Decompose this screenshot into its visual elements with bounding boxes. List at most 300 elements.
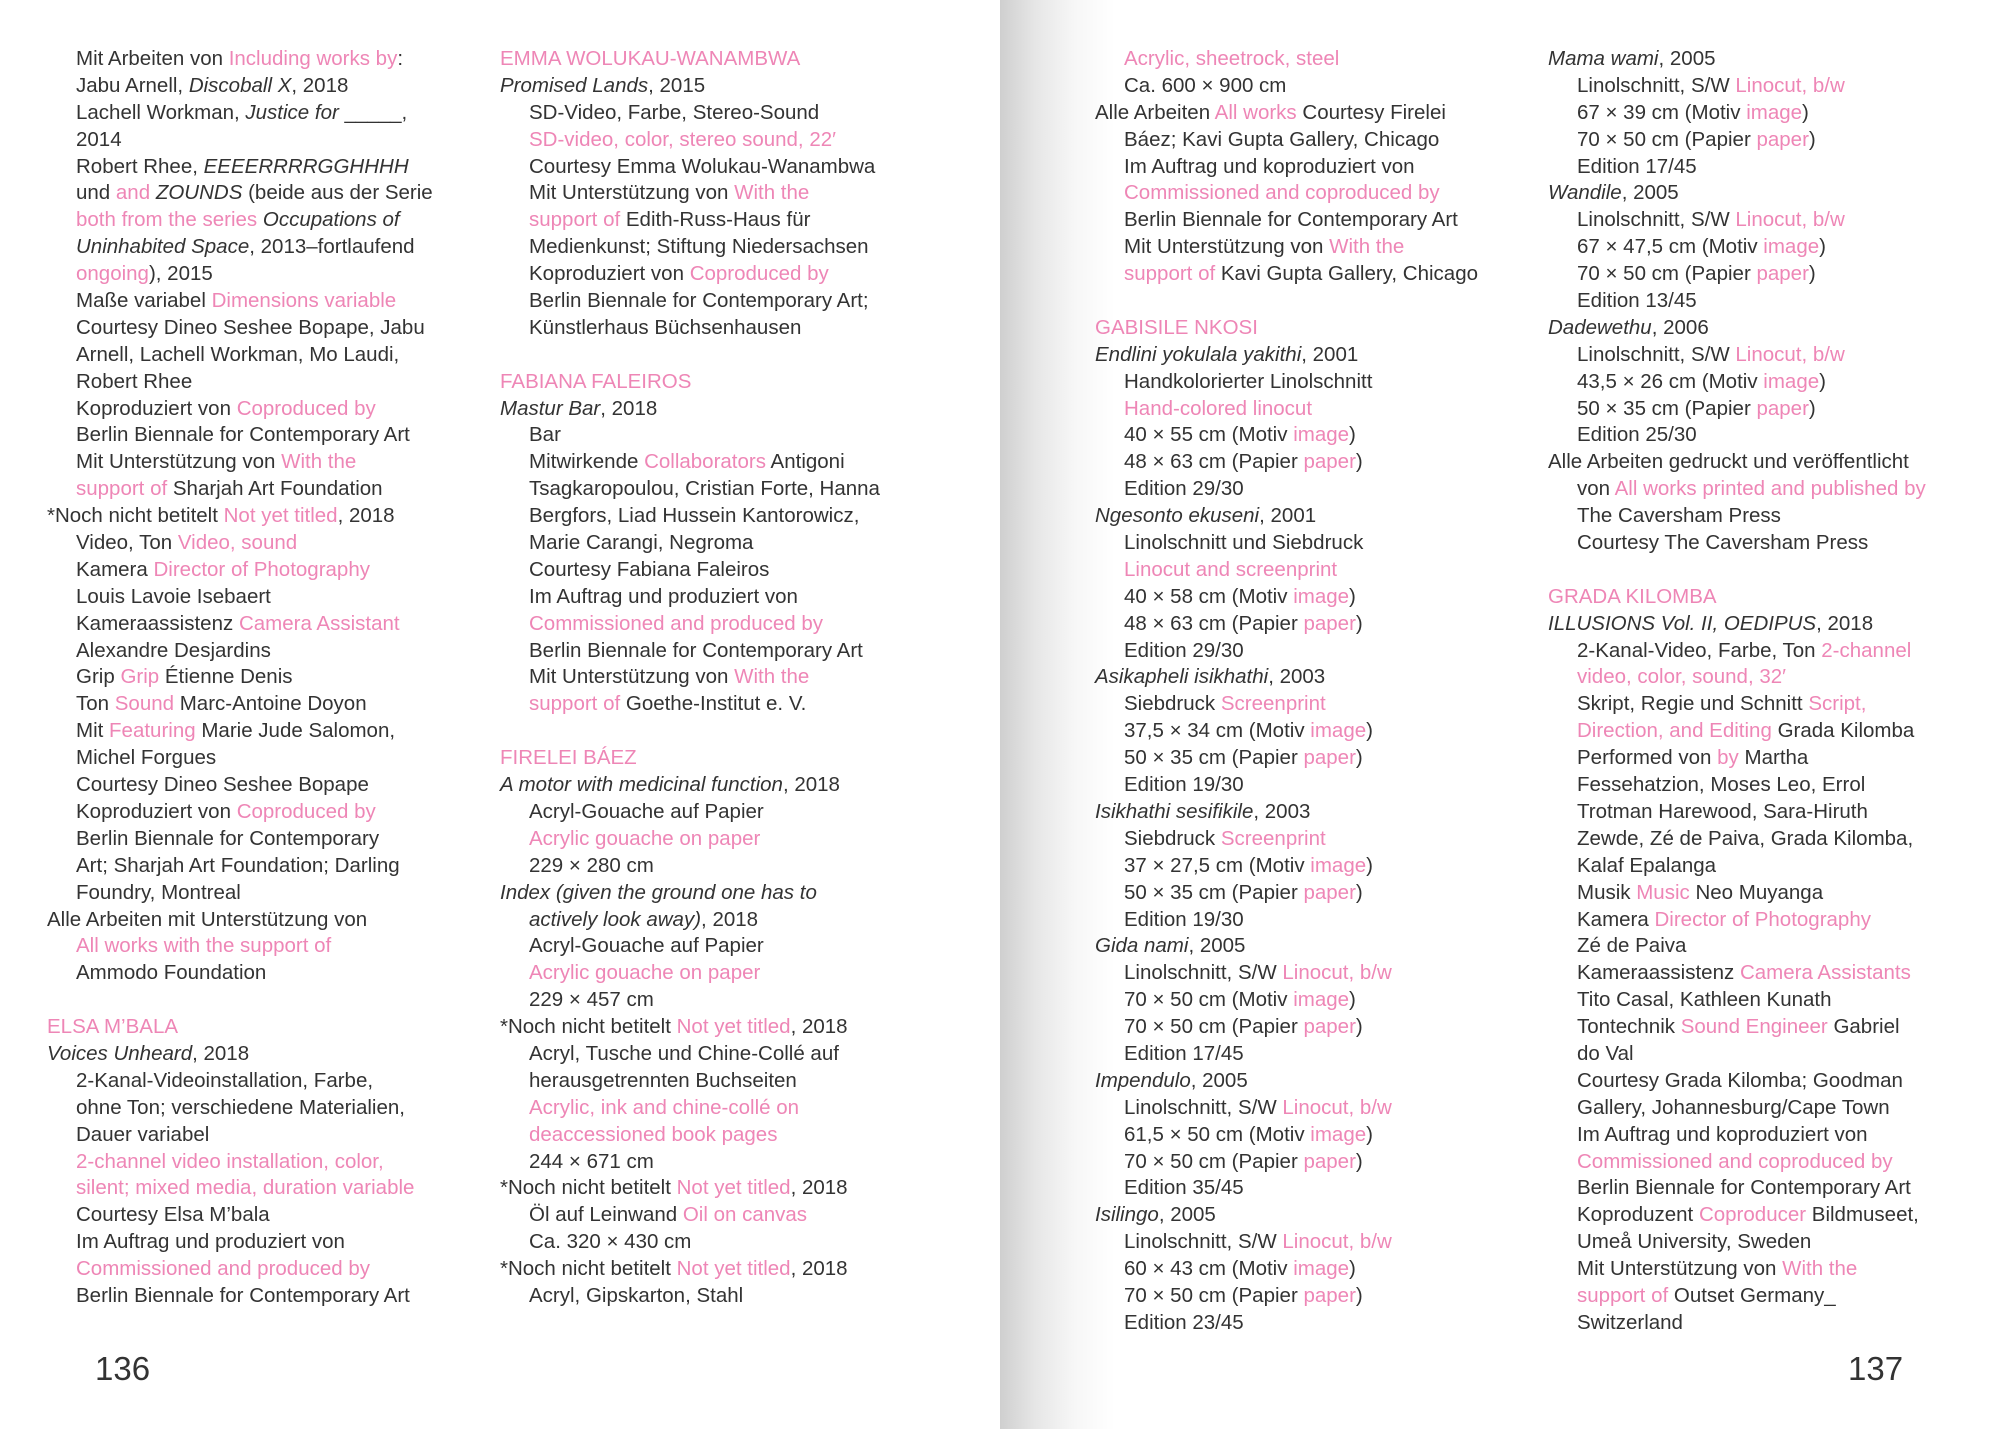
german-text: 70 × 50 cm (Papier [1124, 1015, 1304, 1039]
text-line [47, 1149, 467, 1176]
english-text: FABIANA FALEIROS [500, 369, 692, 393]
text-line [47, 664, 467, 691]
text-line [1095, 1095, 1515, 1122]
german-text: Linolschnitt und Siebdruck [1124, 531, 1364, 555]
english-text: With the [1329, 235, 1405, 259]
text-line [1095, 1122, 1515, 1149]
text-line [1548, 880, 1988, 907]
english-text: ELSA M’BALA [47, 1015, 179, 1039]
text-line [47, 1175, 467, 1202]
text-line [47, 1041, 467, 1068]
text-line [1095, 315, 1515, 342]
text-line [47, 315, 467, 342]
text-line [47, 234, 467, 261]
german-text: Bildmuseet, [1806, 1203, 1919, 1227]
english-text: All works [1214, 100, 1297, 124]
text-line [1095, 261, 1515, 288]
text-line [1548, 718, 1988, 745]
text-line [1095, 1283, 1515, 1310]
german-text: Koproduziert von [76, 396, 237, 420]
german-text: 70 × 50 cm (Papier [1577, 262, 1757, 286]
english-text: Direction, and Editing [1577, 719, 1772, 743]
text-line [500, 987, 940, 1014]
text-line [47, 933, 467, 960]
german-text: Kalaf Epalanga [1577, 853, 1717, 877]
text-line [1548, 799, 1988, 826]
german-text: Gabriel [1827, 1015, 1900, 1039]
text-line [1095, 987, 1515, 1014]
german-text: Koproduziert von [76, 799, 237, 823]
english-text: Dimensions variable [211, 289, 397, 313]
text-line [1095, 369, 1515, 396]
english-text: Sound [114, 692, 175, 716]
german-text: Edition 35/45 [1124, 1176, 1244, 1200]
english-text: , 32′ [1747, 665, 1786, 689]
english-text: support of [1577, 1283, 1669, 1307]
text-line [500, 422, 940, 449]
german-text: Edition 17/45 [1577, 154, 1697, 178]
english-text: Acrylic gouache on paper [529, 826, 761, 850]
english-text: 2-channel video installation, color, [76, 1149, 384, 1173]
english-text: Linocut, b/w [1282, 1230, 1392, 1254]
german-text: ) [1819, 235, 1826, 259]
german-text: Siebdruck [1124, 826, 1221, 850]
text-line [500, 315, 940, 342]
german-text: 61,5 × 50 cm (Motiv [1124, 1122, 1311, 1146]
text-line [1548, 772, 1988, 799]
german-text: Marie Carangi, Negroma [529, 531, 754, 555]
german-text: 229 × 280 cm [529, 853, 654, 877]
german-text: (beide aus der Serie [242, 181, 433, 205]
german-text: Grada Kilomba [1771, 719, 1915, 743]
english-text: Coproduced by [236, 799, 376, 823]
text-line [47, 1095, 467, 1122]
text-line [47, 46, 467, 73]
text-line [1095, 207, 1515, 234]
german-text: Koproduzent [1577, 1203, 1699, 1227]
english-text: Linocut, b/w [1282, 961, 1392, 985]
text-line [1095, 342, 1515, 369]
english-text: Acrylic gouache on paper [529, 961, 761, 985]
german-text: 67 × 39 cm (Motiv [1577, 100, 1747, 124]
german-text: ) [1366, 719, 1373, 743]
german-text: Marc-Antoine Doyon [174, 692, 367, 716]
text-line [1548, 73, 1988, 100]
german-text: Im Auftrag und koproduziert von [1124, 154, 1415, 178]
english-text: Hand-colored linocut [1124, 396, 1313, 420]
german-text: Michel Forgues [76, 746, 217, 770]
german-text: Switzerland [1577, 1310, 1683, 1334]
text-line [1548, 180, 1988, 207]
english-text: image [1293, 988, 1350, 1012]
german-text: Koproduziert von [529, 262, 690, 286]
english-text: Commissioned and coproduced by [1124, 181, 1440, 205]
german-text: , 2001 [1301, 342, 1359, 366]
english-text: Including works by [228, 47, 398, 70]
work-title: Mama wami [1548, 47, 1659, 70]
text-line [1548, 853, 1988, 880]
text-line [47, 907, 467, 934]
german-text: : [397, 47, 404, 70]
text-line [1548, 1014, 1988, 1041]
german-text: Acryl, Gipskarton, Stahl [529, 1283, 744, 1307]
german-text: Edition 23/45 [1124, 1310, 1244, 1334]
german-text: ) [1355, 880, 1363, 904]
text-line [47, 1202, 467, 1229]
german-text: ) [1802, 100, 1809, 124]
german-text: 40 × 55 cm (Motiv [1124, 423, 1294, 447]
german-text: Kameraassistenz [76, 611, 239, 635]
text-line [500, 611, 940, 638]
text-line [1095, 530, 1515, 557]
text-line [1095, 1310, 1515, 1337]
column-3 [1095, 46, 1515, 1337]
text-line [1548, 261, 1988, 288]
german-text: Edith-Russ-Haus für [620, 208, 811, 232]
text-line [47, 288, 467, 315]
text-line [500, 907, 940, 934]
german-text: 70 × 50 cm (Motiv [1124, 988, 1294, 1012]
text-line [1548, 960, 1988, 987]
german-text: Linolschnitt, S/W [1577, 342, 1736, 366]
work-title: A motor with medicinal function [500, 773, 783, 797]
english-text: image [1763, 235, 1820, 259]
german-text: , 2006 [1651, 315, 1709, 339]
text-line [1095, 1041, 1515, 1068]
german-text: Acryl, Tusche und Chine-Collé auf [529, 1041, 839, 1065]
english-text: Director of Photography [1654, 907, 1871, 931]
english-text: image [1763, 369, 1820, 393]
german-text: 60 × 43 cm (Motiv [1124, 1257, 1294, 1281]
text-line [1548, 987, 1988, 1014]
german-text: Umeå University, Sweden [1577, 1230, 1812, 1254]
german-text: Im Auftrag und koproduziert von [1577, 1122, 1868, 1146]
german-text: Goethe-Institut e. V. [620, 692, 807, 716]
german-text: ) [1808, 262, 1816, 286]
text-line [47, 745, 467, 772]
work-title: Occupations of [262, 208, 400, 232]
german-text: 70 × 50 cm (Papier [1124, 1149, 1304, 1173]
german-text: _____, [338, 100, 408, 124]
german-text: Gallery, Johannesburg/Cape Town [1577, 1095, 1890, 1119]
english-text: paper [1303, 611, 1356, 635]
text-line [1095, 664, 1515, 691]
english-text: paper [1756, 127, 1809, 151]
german-text: , 2005 [1188, 934, 1246, 958]
page-number-left: 136 [95, 1350, 151, 1387]
text-line [47, 718, 467, 745]
text-line [1095, 1202, 1515, 1229]
german-text: Edition 25/30 [1577, 423, 1697, 447]
english-text: All works with the support of [76, 934, 332, 958]
german-text: Courtesy The Caversham Press [1577, 531, 1869, 555]
text-line [1548, 315, 1988, 342]
german-text: Alle Arbeiten [1095, 100, 1215, 124]
german-text: , 2005 [1158, 1203, 1216, 1227]
text-line [500, 880, 940, 907]
english-text: image [1310, 853, 1367, 877]
work-title: Mastur Bar [500, 396, 601, 420]
text-line [1095, 960, 1515, 987]
entry-spacer [500, 718, 940, 745]
german-text: SD-Video, Farbe, Stereo-Sound [529, 100, 820, 124]
german-text: ) [1355, 1015, 1363, 1039]
text-line [1095, 180, 1515, 207]
german-text: Alle Arbeiten gedruckt und veröffentlicht [1548, 450, 1909, 474]
german-text: ) [1355, 1149, 1363, 1173]
text-line [500, 476, 940, 503]
text-line [500, 1283, 940, 1310]
english-text: Coproduced by [689, 262, 829, 286]
text-line [1095, 907, 1515, 934]
text-line [47, 1283, 467, 1310]
text-line [500, 396, 940, 423]
text-line [47, 1014, 467, 1041]
entry-spacer [47, 987, 467, 1014]
text-line [500, 1095, 940, 1122]
work-title: Dadewethu [1548, 315, 1652, 339]
english-text: EMMA WOLUKAU-WANAMBWA [500, 47, 801, 70]
text-line [1095, 826, 1515, 853]
english-text: Sound Engineer [1680, 1015, 1828, 1039]
text-line [1095, 745, 1515, 772]
text-line [500, 664, 940, 691]
german-text: Lachell Workman, [76, 100, 246, 124]
german-text: Fessehatzion, Moses Leo, Errol [1577, 773, 1866, 797]
german-text: ), 2015 [148, 262, 213, 286]
text-line [1095, 1256, 1515, 1283]
german-text: Robert Rhee, [76, 154, 204, 178]
german-text: Acryl-Gouache auf Papier [529, 934, 764, 958]
text-line [500, 530, 940, 557]
german-text: 50 × 35 cm (Papier [1124, 746, 1304, 770]
english-text: Coproduced by [236, 396, 376, 420]
german-text: The Caversham Press [1577, 504, 1781, 528]
german-text: ) [1349, 423, 1356, 447]
text-line [500, 691, 940, 718]
german-text: Dauer variabel [76, 1122, 210, 1146]
german-text: Courtesy Firelei [1296, 100, 1446, 124]
english-text: support of [76, 477, 168, 501]
english-text: Screenprint [1220, 826, 1326, 850]
german-text: ) [1349, 1257, 1356, 1281]
german-text: , 2018 [600, 396, 658, 420]
german-text: Outset Germany_ [1668, 1283, 1836, 1307]
text-line [1548, 207, 1988, 234]
text-line [1095, 503, 1515, 530]
german-text: *Noch nicht betitelt [500, 1176, 677, 1200]
german-text: Zewde, Zé de Paiva, Grada Kilomba, [1577, 826, 1914, 850]
text-line [1095, 1014, 1515, 1041]
text-line [1548, 907, 1988, 934]
german-text: , 2018 [782, 773, 840, 797]
column-2 [500, 46, 940, 1310]
german-text: 50 × 35 cm (Papier [1577, 396, 1757, 420]
german-text: Mitwirkende [529, 450, 645, 474]
german-text: , 2018 [790, 1257, 848, 1281]
german-text: und [76, 181, 116, 205]
german-text: , 2013–fortlaufend [249, 235, 415, 259]
english-text: and [115, 181, 151, 205]
english-text: image [1293, 584, 1350, 608]
german-text: Marie Jude Salomon, [195, 719, 396, 743]
text-line [1548, 369, 1988, 396]
german-text: Edition 19/30 [1124, 907, 1244, 931]
work-title: ILLUSIONS Vol. II, OEDIPUS [1548, 611, 1817, 635]
english-text: image [1293, 423, 1350, 447]
text-line [500, 288, 940, 315]
english-text: With the [1782, 1257, 1858, 1281]
german-text: Tsagkaropoulou, Cristian Forte, Hanna [529, 477, 880, 501]
text-line [1548, 584, 1988, 611]
text-line [47, 691, 467, 718]
english-text: GRADA KILOMBA [1548, 584, 1717, 608]
text-line [500, 100, 940, 127]
german-text: ohne Ton; verschiedene Materialien, [76, 1095, 405, 1119]
english-text: Acrylic, ink and chine-collé on [529, 1095, 800, 1119]
work-title: Impendulo [1095, 1068, 1191, 1092]
text-line [1095, 638, 1515, 665]
text-line [1548, 1229, 1988, 1256]
text-line [1548, 1175, 1988, 1202]
text-line [1548, 342, 1988, 369]
german-text: Kameraassistenz [1577, 961, 1740, 985]
text-line [47, 207, 467, 234]
german-text: Bergfors, Liad Hussein Kantorowicz, [529, 504, 860, 528]
text-line [1548, 154, 1988, 181]
entry-spacer [500, 342, 940, 369]
english-text: All works printed and published by [1614, 477, 1926, 501]
german-text: Tito Casal, Kathleen Kunath [1577, 988, 1832, 1012]
work-title: actively look away) [529, 907, 702, 931]
german-text: Foundry, Montreal [76, 880, 241, 904]
text-line [500, 449, 940, 476]
work-title: EEEERRRRGGHHHH [203, 154, 409, 178]
german-text: Musik [1577, 880, 1637, 904]
german-text: Edition 17/45 [1124, 1041, 1244, 1065]
german-text: Linolschnitt, S/W [1124, 1095, 1283, 1119]
english-text: image [1746, 100, 1803, 124]
german-text: *Noch nicht betitelt [47, 504, 224, 528]
german-text: Courtesy Elsa M’bala [76, 1203, 270, 1227]
english-text: Not yet titled [223, 504, 338, 528]
work-title: Voices Unheard [47, 1041, 193, 1065]
work-title: Justice for [245, 100, 339, 124]
work-title: Asikapheli isikhathi [1095, 665, 1269, 689]
text-line [1548, 422, 1988, 449]
text-line [500, 127, 940, 154]
text-line [1548, 503, 1988, 530]
german-text: Zé de Paiva [1577, 934, 1687, 958]
german-text: Siebdruck [1124, 692, 1221, 716]
english-text: paper [1303, 450, 1356, 474]
text-line [47, 449, 467, 476]
text-line [500, 369, 940, 396]
german-text: Berlin Biennale for Contemporary [76, 826, 380, 850]
text-line [1548, 611, 1988, 638]
english-text: paper [1303, 1015, 1356, 1039]
text-line [1548, 745, 1988, 772]
work-title: Ngesonto ekuseni [1095, 504, 1260, 528]
english-text: Grip [120, 665, 160, 689]
german-text: Courtesy Fabiana Faleiros [529, 557, 770, 581]
german-text: von [1577, 477, 1615, 501]
german-text: Mit Unterstützung von [1124, 235, 1330, 259]
german-text: ) [1808, 396, 1816, 420]
text-line [47, 960, 467, 987]
german-text: , 2018 [192, 1041, 250, 1065]
german-text: Ca. 600 × 900 cm [1124, 73, 1287, 97]
german-text: 40 × 58 cm (Motiv [1124, 584, 1294, 608]
text-line [500, 180, 940, 207]
german-text: Kamera [1577, 907, 1655, 931]
german-text: Berlin Biennale for Contemporary Art [1577, 1176, 1911, 1200]
german-text: , 2005 [1190, 1068, 1248, 1092]
text-line [47, 154, 467, 181]
text-line [47, 127, 467, 154]
text-line [500, 638, 940, 665]
english-text: Coproducer [1698, 1203, 1807, 1227]
english-text: Screenprint [1220, 692, 1326, 716]
text-line [1548, 127, 1988, 154]
text-line [1095, 880, 1515, 907]
german-text: Courtesy Dineo Seshee Bopape, Jabu [76, 315, 425, 339]
german-text: ) [1355, 450, 1363, 474]
text-line [1095, 1175, 1515, 1202]
german-text: 67 × 47,5 cm (Motiv [1577, 235, 1764, 259]
text-line [500, 154, 940, 181]
german-text: Mit Unterstützung von [76, 450, 282, 474]
german-text: 70 × 50 cm (Papier [1124, 1283, 1304, 1307]
text-line [1095, 611, 1515, 638]
text-line [1095, 127, 1515, 154]
german-text: ) [1366, 1122, 1373, 1146]
text-line [500, 503, 940, 530]
english-text: With the [734, 181, 810, 205]
german-text: , 2018 [701, 907, 759, 931]
text-line [1548, 396, 1988, 423]
german-text: Étienne Denis [159, 665, 293, 689]
text-line [1095, 1149, 1515, 1176]
english-text: Camera Assistants [1739, 961, 1911, 985]
german-text: Robert Rhee [76, 369, 193, 393]
german-text: Berlin Biennale for Contemporary Art [1124, 208, 1458, 232]
german-text: 70 × 50 cm (Papier [1577, 127, 1757, 151]
german-text: ) [1366, 853, 1373, 877]
text-line [47, 180, 467, 207]
german-text: Maße variabel [76, 289, 212, 313]
text-line [1548, 826, 1988, 853]
german-text: Im Auftrag und produziert von [76, 1230, 345, 1254]
english-text: SD-video, color, stereo sound, 22′ [529, 127, 836, 151]
work-title: Promised Lands [500, 73, 649, 97]
english-text: Featuring [109, 719, 196, 743]
text-line [47, 476, 467, 503]
text-line [1548, 1310, 1988, 1337]
text-line [500, 933, 940, 960]
text-line [47, 73, 467, 100]
german-text: ) [1355, 611, 1363, 635]
text-line [1548, 1202, 1988, 1229]
text-line [1095, 799, 1515, 826]
german-text: 37,5 × 34 cm (Motiv [1124, 719, 1311, 743]
german-text: Linolschnitt, S/W [1577, 73, 1736, 97]
german-text: Medienkunst; Stiftung Niedersachsen [529, 235, 869, 259]
english-text: Linocut, b/w [1735, 342, 1845, 366]
german-text: 43,5 × 26 cm (Motiv [1577, 369, 1764, 393]
english-text: Linocut, b/w [1735, 73, 1845, 97]
text-line [1548, 664, 1988, 691]
